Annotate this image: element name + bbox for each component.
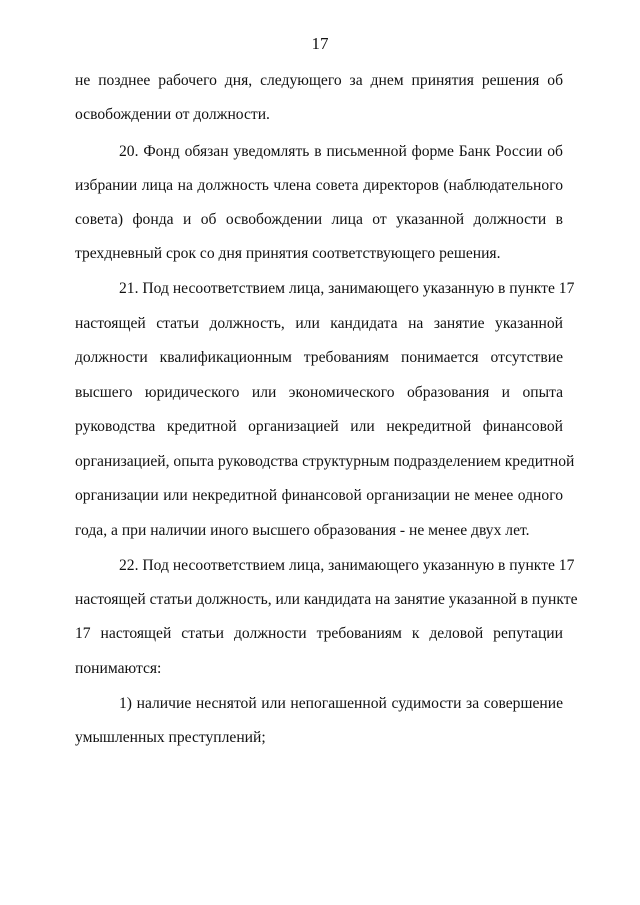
- paragraph-line: трехдневный срок со дня принятия соответствующего решения.: [75, 245, 501, 262]
- paragraph-line: избрании лица на должность члена совета директоров (наблюдательного: [75, 177, 563, 194]
- paragraph-line: понимаются:: [75, 660, 162, 677]
- paragraph-line: высшего юридического или экономического образования и опыта: [75, 384, 563, 401]
- paragraph-line: организацией, опыта руководства структурным подразделением кредитной: [75, 453, 575, 470]
- paragraph-line: 21. Под несоответствием лица, занимающего указанную в пункте 17: [119, 280, 575, 297]
- paragraph-line: настоящей статьи должность, или кандидата на занятие указанной: [75, 315, 563, 332]
- paragraph-line: организации или некредитной финансовой организации не менее одного: [75, 487, 563, 504]
- page-number: 17: [311, 34, 329, 53]
- paragraph-line: 17 настоящей статьи должности требованиям к деловой репутации: [75, 625, 563, 642]
- paragraph-line: не позднее рабочего дня, следующего за днем принятия решения об: [75, 72, 563, 89]
- paragraph-line: освобождении от должности.: [75, 106, 270, 123]
- paragraph-line: руководства кредитной организацией или некредитной финансовой: [75, 418, 563, 435]
- paragraph-line: 22. Под несоответствием лица, занимающего указанную в пункте 17: [119, 557, 575, 574]
- paragraph-line: умышленных преступлений;: [75, 729, 266, 746]
- paragraph-line: должности квалификационным требованиям понимается отсутствие: [75, 349, 563, 366]
- paragraph-line: совета) фонда и об освобождении лица от указанной должности в: [75, 211, 563, 228]
- paragraph-line: 1) наличие неснятой или непогашенной судимости за совершение: [119, 695, 563, 712]
- paragraph-line: 20. Фонд обязан уведомлять в письменной форме Банк России об: [119, 143, 563, 160]
- paragraph-line: настоящей статьи должность, или кандидата на занятие указанной в пункте: [75, 591, 578, 608]
- paragraph-line: года, а при наличии иного высшего образования - не менее двух лет.: [75, 522, 530, 539]
